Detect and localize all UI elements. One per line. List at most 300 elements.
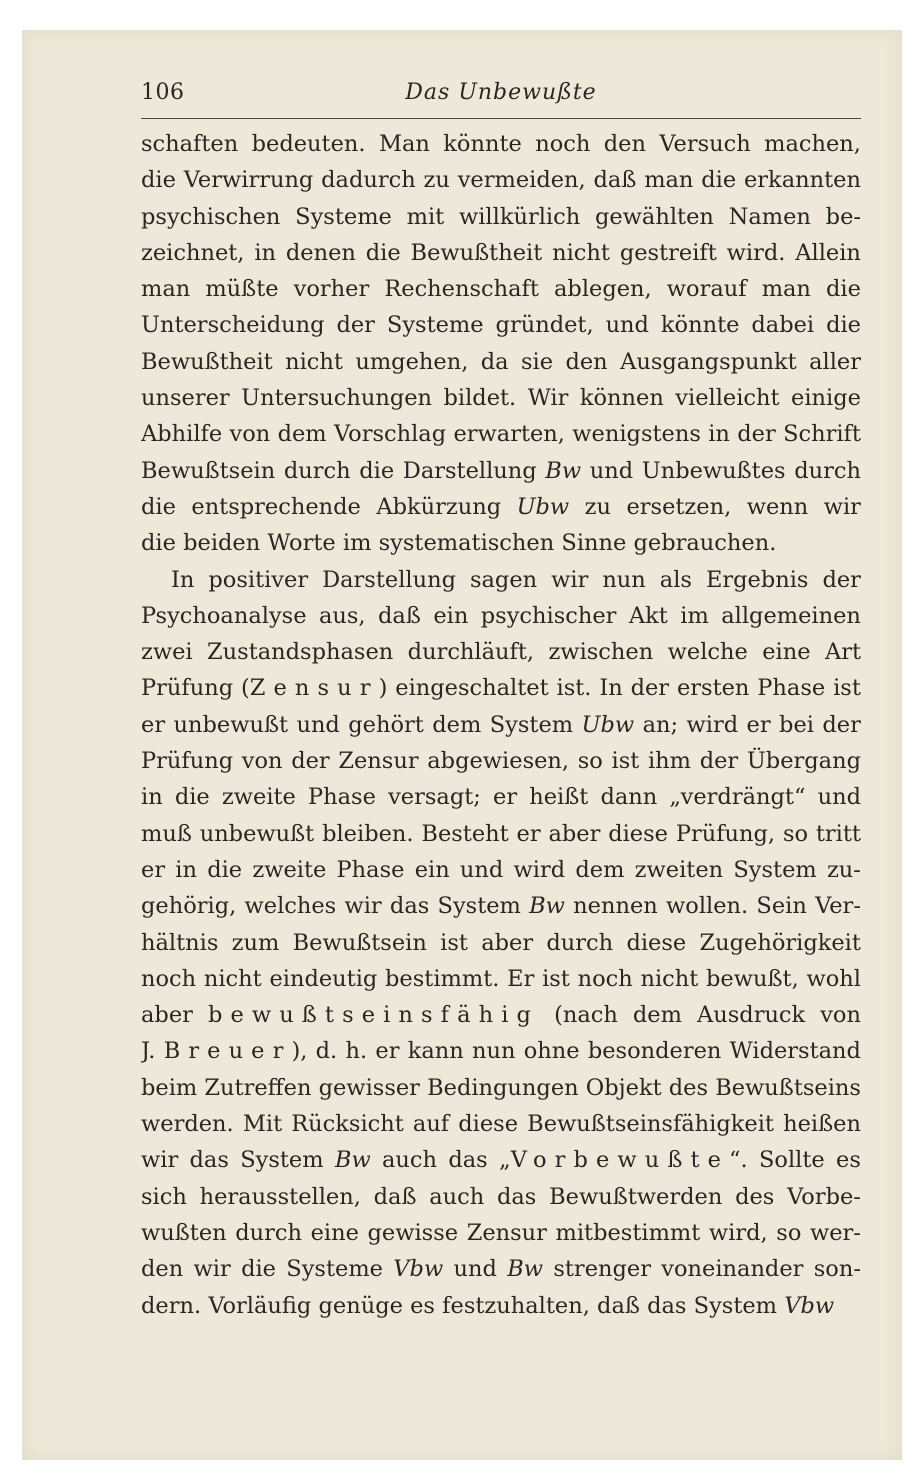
word: Zugehörigkeit xyxy=(699,929,861,956)
word: ist. xyxy=(556,675,592,702)
word: so xyxy=(776,1219,802,1246)
word: die xyxy=(365,239,401,266)
word xyxy=(529,888,565,924)
word: genüge xyxy=(318,1292,403,1319)
running-head: Das Unbewußte xyxy=(405,80,597,105)
word: ist xyxy=(440,929,468,956)
italic-term: Bw xyxy=(529,893,565,920)
word: Bewußtheit xyxy=(410,239,543,266)
word: schaften xyxy=(141,131,239,157)
word: Sein xyxy=(756,893,807,920)
word: auch xyxy=(429,1183,485,1210)
word: unserer xyxy=(141,385,230,412)
word: ersetzen, xyxy=(626,493,732,520)
word: Phase xyxy=(308,784,376,811)
text-line xyxy=(141,525,861,561)
word: erkannten xyxy=(743,167,861,194)
word: gehört xyxy=(348,711,424,738)
word: Abhilfe xyxy=(141,421,223,448)
word: daß xyxy=(597,1292,640,1319)
word: daß xyxy=(593,167,637,194)
word: es xyxy=(836,1147,861,1174)
word: welche xyxy=(667,639,748,666)
word: der xyxy=(822,566,861,593)
text-line xyxy=(141,162,861,198)
text-line xyxy=(141,416,861,452)
word: wenn xyxy=(746,493,809,520)
word: so xyxy=(577,748,603,775)
text-line xyxy=(141,888,861,924)
word: Vorläufig xyxy=(208,1292,312,1319)
word: Akt xyxy=(628,602,668,629)
word: da xyxy=(480,348,509,375)
word: Rechenschaft xyxy=(384,276,539,303)
word: bestimmt. xyxy=(385,965,500,992)
word: ist xyxy=(542,965,570,992)
word: Ver- xyxy=(815,893,861,920)
word: nun xyxy=(471,1038,516,1065)
word: der xyxy=(291,748,330,775)
word: wohl xyxy=(806,965,861,992)
word: dern. xyxy=(141,1292,202,1319)
word: ist xyxy=(833,675,861,702)
text-line xyxy=(141,307,861,343)
word: die xyxy=(141,493,176,520)
word: durch xyxy=(546,929,614,956)
word: sich xyxy=(141,1183,187,1210)
text-line xyxy=(141,1251,861,1287)
word: systematischen xyxy=(378,530,555,557)
text-line xyxy=(141,997,861,1033)
word: Wir xyxy=(527,385,569,412)
word: er xyxy=(375,1038,400,1065)
word: Zensur xyxy=(338,748,419,775)
text-line xyxy=(141,126,861,162)
word: entsprechende xyxy=(191,493,361,520)
word: des xyxy=(668,1074,709,1101)
word: System xyxy=(733,856,817,883)
word: wer- xyxy=(809,1219,861,1246)
word: Darstellung xyxy=(322,566,456,593)
word: Systeme xyxy=(286,1256,383,1283)
word: willkürlich xyxy=(458,203,581,230)
word: Sollte xyxy=(759,1147,825,1174)
word: das xyxy=(189,1147,229,1174)
word: hältnis xyxy=(141,929,219,956)
word: beiden xyxy=(183,530,261,557)
word: den xyxy=(565,348,608,375)
word: könnte xyxy=(660,312,740,339)
word: aber xyxy=(481,929,534,956)
word: nicht xyxy=(552,239,610,266)
word: besonderen xyxy=(587,1038,722,1065)
italic-term: Bw xyxy=(334,1147,371,1174)
text-line xyxy=(141,598,861,634)
word: h. xyxy=(345,1038,368,1065)
word: be- xyxy=(825,203,861,230)
word: die xyxy=(141,530,176,557)
word: aber xyxy=(548,820,601,847)
word: Ausdruck xyxy=(697,1002,806,1029)
word: „verdrängt“ xyxy=(669,784,806,811)
word: wir xyxy=(344,893,382,920)
word: psychischen xyxy=(141,203,281,230)
word xyxy=(517,489,570,525)
spaced-emphasis: Breuer xyxy=(163,1038,292,1065)
word: in xyxy=(175,856,197,883)
text-line xyxy=(141,1179,861,1215)
word: zu- xyxy=(826,856,861,883)
word: Übergang xyxy=(746,748,861,775)
word: durch xyxy=(283,457,351,484)
word: Rücksicht xyxy=(291,1111,404,1138)
word: einige xyxy=(791,385,861,412)
word: die xyxy=(826,276,861,303)
word: Namen xyxy=(728,203,811,230)
word: man xyxy=(761,276,811,303)
word: den xyxy=(603,131,646,157)
word xyxy=(582,707,635,743)
word: tritt xyxy=(815,820,861,847)
spaced-emphasis: bewußtseinsfähig xyxy=(207,1002,540,1029)
word: strenger xyxy=(553,1256,651,1283)
word: Man xyxy=(378,131,430,157)
word: zweite xyxy=(221,784,296,811)
word: Besteht xyxy=(421,820,509,847)
text-line xyxy=(141,707,861,743)
word: zwei xyxy=(141,639,193,666)
word: vermeiden, xyxy=(457,167,586,194)
word: und xyxy=(296,711,340,738)
word: wird xyxy=(686,711,739,738)
word: dem xyxy=(575,856,625,883)
word: Zutreffen xyxy=(204,1074,312,1101)
word: worauf xyxy=(666,276,747,303)
word: gehörig, xyxy=(141,893,237,920)
word: versagt; xyxy=(388,784,481,811)
word: in xyxy=(708,421,730,448)
word: ein xyxy=(414,856,450,883)
word: den xyxy=(141,1256,184,1283)
word: an; xyxy=(642,711,679,738)
word: vorher xyxy=(293,276,370,303)
word: System xyxy=(693,1292,778,1319)
word: bedeuten. xyxy=(251,131,366,157)
word: und xyxy=(817,784,861,811)
word: und xyxy=(589,457,634,484)
word: Verwirrung xyxy=(183,167,314,194)
word: aus, xyxy=(318,602,366,629)
text-line xyxy=(141,453,861,489)
word: ersten xyxy=(676,675,750,702)
word: System xyxy=(489,711,574,738)
italic-term: Vbw xyxy=(393,1256,444,1283)
word: Bewußtwerden xyxy=(549,1183,723,1210)
word: daß xyxy=(378,602,421,629)
word: kann xyxy=(407,1038,464,1065)
word: noch xyxy=(535,131,591,157)
word: der xyxy=(630,675,670,702)
italic-term: Ubw xyxy=(581,711,635,738)
word: herausstellen, xyxy=(199,1183,361,1210)
word: Zustandsphasen xyxy=(207,639,394,666)
word: ihm xyxy=(647,748,692,775)
word: Mit xyxy=(242,1111,283,1138)
word: aller xyxy=(809,348,861,375)
word: eine xyxy=(762,639,811,666)
word: man xyxy=(644,167,694,194)
word: d. xyxy=(315,1038,338,1065)
word: heißen xyxy=(783,1111,861,1138)
word: nicht xyxy=(285,348,343,375)
word: nicht xyxy=(203,965,262,992)
word: in xyxy=(141,784,163,811)
word: Bewußtseinsfähigkeit xyxy=(527,1111,774,1138)
word: wird, xyxy=(708,1219,768,1246)
word: zweiten xyxy=(634,856,724,883)
word: wenigstens xyxy=(572,421,701,448)
word xyxy=(784,1288,834,1324)
word: (Zensur) xyxy=(240,675,388,702)
word: Zensur xyxy=(466,1219,547,1246)
word: son- xyxy=(813,1256,861,1283)
word: vielleicht xyxy=(675,385,780,412)
text-line xyxy=(141,562,861,598)
word: denen xyxy=(285,239,356,266)
word: auf xyxy=(412,1111,450,1138)
word: man xyxy=(141,276,191,303)
word: System xyxy=(437,893,521,920)
word: können xyxy=(579,385,664,412)
word: ohne xyxy=(523,1038,580,1065)
word: das xyxy=(496,1183,537,1210)
word: durchläuft, xyxy=(407,639,535,666)
word: in xyxy=(254,239,277,266)
word xyxy=(545,453,581,489)
word: Allein xyxy=(795,239,861,266)
word: sie xyxy=(521,348,554,375)
word: er xyxy=(141,856,166,883)
italic-term: Ubw xyxy=(516,493,570,520)
word: auch xyxy=(382,1147,438,1174)
text-line xyxy=(141,235,861,271)
word: eine xyxy=(310,1219,359,1246)
word: bildet. xyxy=(443,385,517,412)
word: zwischen xyxy=(548,639,654,666)
page-header xyxy=(141,72,861,119)
word: Bewußtsein xyxy=(141,457,276,484)
word: Prüfung, xyxy=(675,820,776,847)
word: nicht xyxy=(640,965,699,992)
text-line xyxy=(141,743,861,779)
word: In xyxy=(171,566,195,593)
page-number: 106 xyxy=(141,80,185,105)
word: Bewußtheit xyxy=(141,348,273,375)
word: die xyxy=(207,856,243,883)
word: werden. xyxy=(141,1111,234,1138)
word: ein xyxy=(433,602,469,629)
word: diese xyxy=(458,1111,519,1138)
word: wird. xyxy=(726,239,786,266)
word: die xyxy=(241,1256,276,1283)
word: System xyxy=(240,1147,324,1174)
word: Phase xyxy=(757,675,826,702)
word: nennen xyxy=(573,893,658,920)
word: abgewiesen, xyxy=(427,748,570,775)
word: heißt xyxy=(529,784,589,811)
word: noch xyxy=(141,965,197,992)
word: Er xyxy=(507,965,535,992)
word: allgemeinen xyxy=(721,602,861,629)
word: Bewußtsein xyxy=(292,929,427,956)
word: Darstellung xyxy=(402,457,537,484)
word: Sinne xyxy=(561,530,627,557)
word: Prüfung xyxy=(141,675,234,702)
word: als xyxy=(659,566,692,593)
text-line xyxy=(141,1142,861,1178)
italic-term: Vbw xyxy=(784,1292,835,1319)
word: Systeme xyxy=(295,203,392,230)
italic-term: Bw xyxy=(545,457,582,484)
word: gestreift xyxy=(619,239,717,266)
word: positiver xyxy=(208,566,309,593)
text-line xyxy=(141,344,861,380)
word: daß xyxy=(373,1183,417,1210)
word: Ergebnis xyxy=(705,566,809,593)
word: gewisse xyxy=(367,1219,459,1246)
word xyxy=(507,1251,543,1287)
word: von xyxy=(229,421,271,448)
spaced-emphasis: Vorbewußte xyxy=(510,1147,730,1174)
word: das xyxy=(647,1292,687,1319)
word: im xyxy=(680,602,709,629)
word: und xyxy=(459,856,504,883)
word: des xyxy=(735,1183,775,1210)
word: von xyxy=(241,748,283,775)
word: ist xyxy=(611,748,640,775)
word: der xyxy=(822,711,861,738)
text-line xyxy=(141,779,861,815)
word: der xyxy=(699,748,739,775)
word: wird xyxy=(513,856,566,883)
text-line xyxy=(141,199,861,235)
word: muß xyxy=(141,820,192,847)
word: gründet, xyxy=(495,312,594,339)
word: Widerstand xyxy=(729,1038,861,1065)
text-line xyxy=(141,1106,861,1142)
word: Systeme xyxy=(386,312,484,339)
word: nun xyxy=(602,566,646,593)
word: Breuer), xyxy=(163,1038,308,1065)
word: gebrauchen. xyxy=(633,530,777,557)
word: In xyxy=(599,675,623,702)
text-line xyxy=(141,961,861,997)
word: und xyxy=(453,1256,497,1283)
word: Versuch xyxy=(659,131,751,157)
book-page xyxy=(22,30,902,1460)
word: Bedingungen xyxy=(427,1074,579,1101)
text-line xyxy=(141,489,861,525)
word: beim xyxy=(141,1074,198,1101)
word: das xyxy=(448,1147,488,1174)
word: zu xyxy=(584,493,611,520)
word: Objekt xyxy=(585,1074,662,1101)
word: Bewußtseins xyxy=(715,1074,861,1101)
word: durch xyxy=(794,457,861,484)
word: bei xyxy=(779,711,814,738)
word: aber xyxy=(141,1002,193,1029)
word: zu xyxy=(423,167,450,194)
word: voneinander xyxy=(661,1256,804,1283)
word: der xyxy=(336,312,375,339)
word: sagen xyxy=(469,566,538,593)
word: erwarten, xyxy=(453,421,565,448)
word: die xyxy=(701,167,737,194)
word: das xyxy=(389,893,430,920)
text-line xyxy=(141,1288,861,1324)
word: dem xyxy=(432,711,482,738)
word: wir xyxy=(193,1256,231,1283)
word: Worte xyxy=(267,530,336,557)
word: gewählten xyxy=(594,203,714,230)
word: gewisser xyxy=(318,1074,420,1101)
word: könnte xyxy=(443,131,522,157)
word xyxy=(208,997,539,1033)
word: und xyxy=(605,312,649,339)
word: wollen. xyxy=(666,893,749,920)
word: Psychoanalyse xyxy=(141,602,307,629)
word: von xyxy=(820,1002,861,1029)
word: Prüfung xyxy=(141,748,234,775)
word: im xyxy=(342,530,372,557)
word xyxy=(393,1251,443,1287)
word: welches xyxy=(244,893,337,920)
word: dann xyxy=(600,784,658,811)
word: dabei xyxy=(751,312,815,339)
text-line xyxy=(141,634,861,670)
text-line xyxy=(141,1215,861,1251)
word: Vorschlag xyxy=(333,421,447,448)
word: unbewußt xyxy=(199,820,315,847)
word: die xyxy=(141,167,176,194)
word: unbewußt xyxy=(173,711,289,738)
word: durch xyxy=(235,1219,302,1246)
word: noch xyxy=(577,965,633,992)
word: es xyxy=(410,1292,435,1319)
word: bewußt, xyxy=(706,965,799,992)
word: Vorbe- xyxy=(787,1183,861,1210)
spaced-emphasis: Zensur xyxy=(249,675,379,702)
word: Ausgangspunkt xyxy=(620,348,797,375)
text-line xyxy=(141,852,861,888)
word: Schrift xyxy=(783,421,861,448)
word: die xyxy=(359,457,395,484)
word: Unterscheidung xyxy=(141,312,325,339)
word: er xyxy=(516,820,541,847)
word: psychischer xyxy=(480,602,617,629)
word: wir xyxy=(141,1147,179,1174)
word: machen, xyxy=(764,131,861,157)
word: er xyxy=(746,711,771,738)
word: er xyxy=(141,711,166,738)
text-line xyxy=(141,670,861,706)
word: umgehen, xyxy=(355,348,469,375)
word: dem xyxy=(277,421,327,448)
word: dadurch xyxy=(321,167,416,194)
word: Untersuchungen xyxy=(241,385,433,412)
word: wir xyxy=(551,566,589,593)
text-line xyxy=(141,816,861,852)
